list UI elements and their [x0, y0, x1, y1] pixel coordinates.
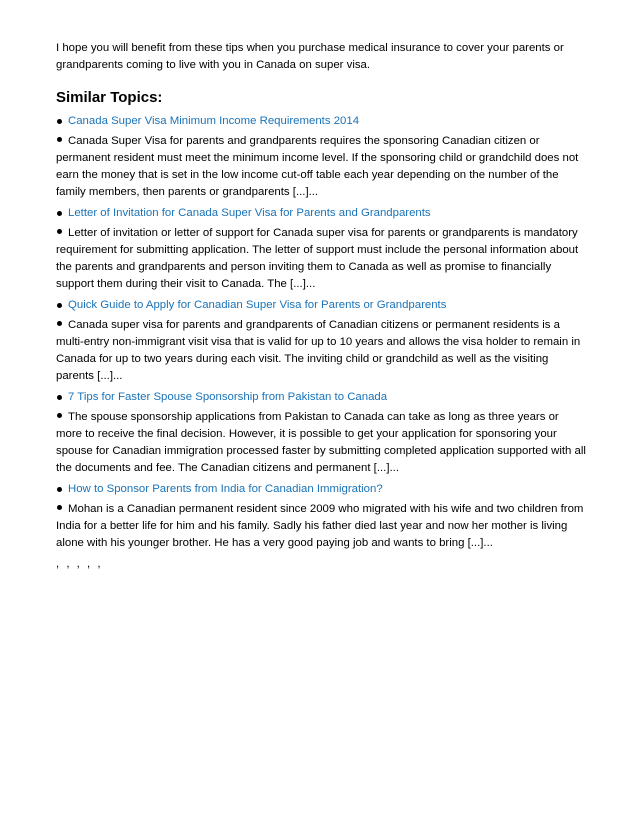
- bullet-icon: [57, 505, 62, 510]
- intro-paragraph: I hope you will benefit from these tips when you purchase medical insurance to cover your parents or grandparents coming to live with you in Canada on super visa.: [56, 42, 564, 71]
- topic-item: [56, 389, 586, 477]
- bullet-icon: [57, 137, 62, 142]
- bullet-icon: [57, 487, 62, 492]
- bullet-icon: [57, 303, 62, 308]
- topic-item: [56, 481, 586, 552]
- bullet-icon: [57, 211, 62, 216]
- topic-link[interactable]: Letter of Invitation for Canada Super Visa for Parents and Grandparents: [68, 207, 431, 219]
- bullet-icon: [57, 321, 62, 326]
- document-page: [56, 40, 586, 573]
- topic-summary: Mohan is a Canadian permanent resident since 2009 who migrated with his wife and two children from India for a better life for him and his family. Sadly his father died last year and now her mother is living alone with his younger brother. He has a very good paying job and wants to bring [...]...: [56, 503, 584, 549]
- topic-link[interactable]: How to Sponsor Parents from India for Canadian Immigration?: [68, 483, 383, 495]
- similar-topics-heading: Similar Topics:: [56, 89, 163, 106]
- topic-link[interactable]: Quick Guide to Apply for Canadian Super Visa for Parents or Grandparents: [68, 299, 447, 311]
- bullet-icon: [57, 413, 62, 418]
- topic-summary: The spouse sponsorship applications from Pakistan to Canada can take as long as three years or more to receive the final decision. However, it is possible to get your application for sponsoring your spouse for Canadian immigration processed faster by submitting completed application supported with all the documents and fee. The Canadian citizens and permanent [...]...: [56, 411, 586, 474]
- topic-link[interactable]: 7 Tips for Faster Spouse Sponsorship from Pakistan to Canada: [68, 391, 388, 403]
- similar-topics-list: [56, 113, 586, 552]
- topic-item: [56, 113, 586, 201]
- bullet-icon: [57, 229, 62, 234]
- bullet-icon: [57, 119, 62, 124]
- topic-item: [56, 297, 586, 385]
- topic-link[interactable]: Canada Super Visa Minimum Income Requirements 2014: [68, 115, 360, 127]
- topic-summary: Letter of invitation or letter of support for Canada super visa for parents or grandparents is mandatory requirement for submitting application. The letter of support must include the personal information about the parents and grandparents and person inviting them to Canada as well as promise to financially support them during their visit to Canada. The [...]...: [56, 227, 579, 290]
- topic-summary: Canada super visa for parents and grandparents of Canadian citizens or permanent residents is a multi-entry non-immigrant visit visa that is valid for up to 10 years and allows the visa holder to remain in Canada for up to two years during each visit. The inviting child or grandchild as well as the visiting parents [...]...: [56, 319, 581, 382]
- topic-summary: Canada Super Visa for parents and grandparents requires the sponsoring Canadian citizen or permanent resident must meet the minimum income level. If the sponsoring child or grandchild does not earn the money that is set in the low income cut-off table each year depending on the number of the family members, then parents or grandparents [...]...: [56, 135, 579, 198]
- trailing-commas: , , , , ,: [56, 558, 103, 570]
- bullet-icon: [57, 395, 62, 400]
- topic-item: [56, 205, 586, 293]
